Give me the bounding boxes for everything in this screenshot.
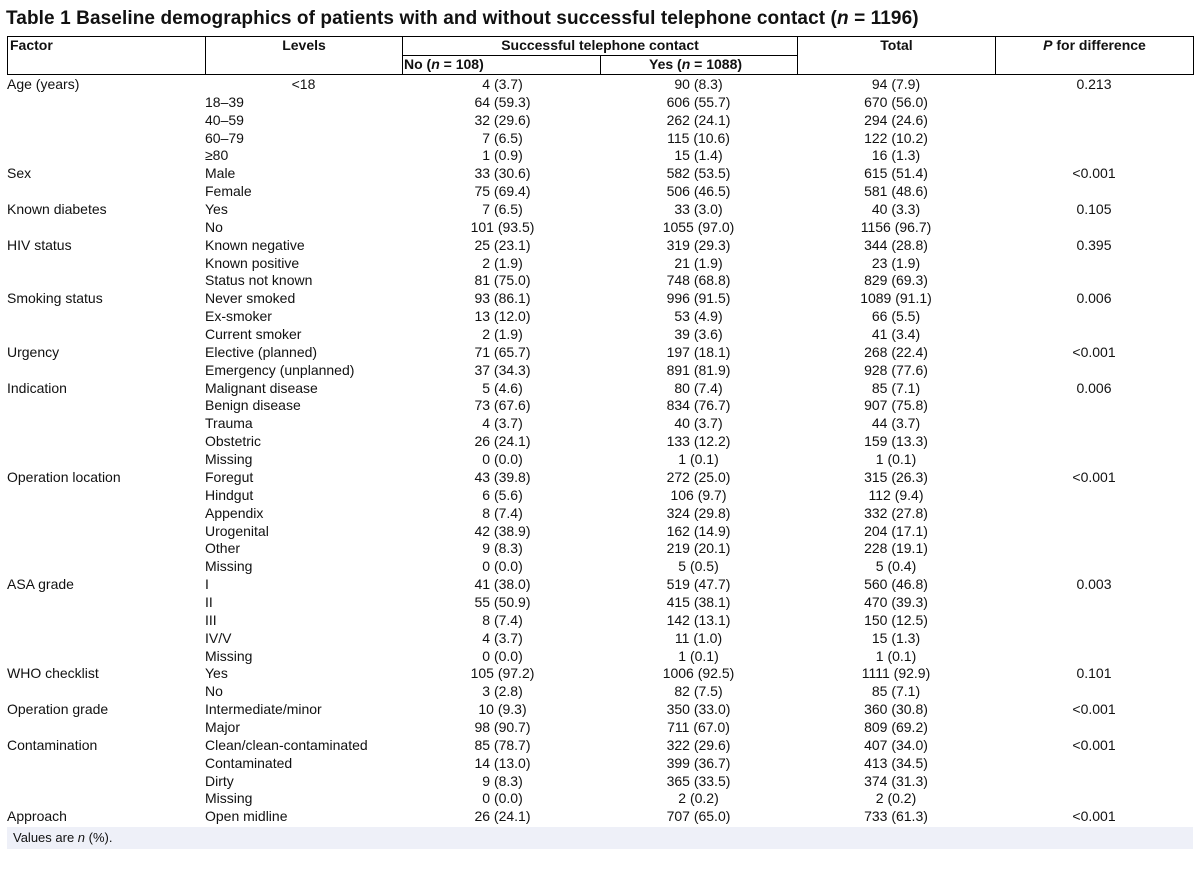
- row-level: Hindgut: [205, 487, 254, 503]
- row-yes: 2 (0.2): [678, 790, 719, 806]
- row-no: 0 (0.0): [482, 790, 523, 806]
- row-factor: HIV status: [7, 237, 72, 253]
- row-no: 7 (6.5): [482, 130, 523, 146]
- row-no: 37 (34.3): [474, 362, 531, 378]
- header-levels: [205, 36, 403, 75]
- row-no: 9 (8.3): [482, 540, 523, 556]
- row-total: 344 (28.8): [864, 237, 928, 253]
- row-no: 4 (3.7): [482, 415, 523, 431]
- row-yes: 399 (36.7): [666, 755, 731, 771]
- row-no: 43 (39.8): [474, 469, 531, 485]
- row-factor: Contamination: [7, 737, 98, 753]
- row-yes: 162 (14.9): [666, 523, 731, 539]
- row-no: 14 (13.0): [474, 755, 531, 771]
- row-no: 101 (93.5): [470, 219, 535, 235]
- row-total: 413 (34.5): [864, 755, 928, 771]
- row-total: 470 (39.3): [864, 594, 928, 610]
- row-total: 1 (0.1): [875, 648, 917, 664]
- row-factor: Approach: [7, 808, 67, 824]
- row-total: 112 (9.4): [868, 487, 924, 503]
- row-total: 407 (34.0): [864, 737, 928, 753]
- row-total: 907 (75.8): [864, 397, 928, 413]
- row-no: 4 (3.7): [482, 630, 523, 646]
- row-level: Male: [205, 165, 236, 181]
- row-yes: 39 (3.6): [674, 326, 723, 342]
- row-level: 40–59: [205, 112, 244, 128]
- row-level: Yes: [205, 201, 228, 217]
- header-levels-label: Levels: [282, 37, 326, 53]
- header-no: [402, 55, 601, 75]
- row-no: 64 (59.3): [474, 94, 531, 110]
- row-level: Obstetric: [205, 433, 262, 449]
- row-p: 0.213: [1076, 76, 1112, 92]
- row-level: Appendix: [205, 505, 264, 521]
- row-total: 204 (17.1): [864, 523, 928, 539]
- row-total: 733 (61.3): [864, 808, 928, 824]
- header-yes-suffix: = 1088): [690, 56, 743, 72]
- row-level: Yes: [205, 665, 228, 681]
- row-yes: 272 (25.0): [666, 469, 731, 485]
- row-yes: 1006 (92.5): [662, 665, 735, 681]
- row-yes: 319 (29.3): [666, 237, 731, 253]
- row-total: 581 (48.6): [864, 183, 928, 199]
- row-no: 71 (65.7): [474, 344, 531, 360]
- header-yes-n: n: [681, 56, 691, 72]
- row-total: 829 (69.3): [864, 272, 928, 288]
- row-total: 1156 (96.7): [860, 219, 932, 235]
- header-p: [995, 36, 1194, 75]
- row-p: <0.001: [1072, 701, 1116, 717]
- footnote-suffix: (%).: [85, 830, 113, 845]
- row-level: Current smoker: [205, 326, 302, 342]
- row-no: 25 (23.1): [474, 237, 531, 253]
- row-total: 294 (24.6): [864, 112, 928, 128]
- row-no: 0 (0.0): [482, 558, 523, 574]
- row-yes: 142 (13.1): [666, 612, 731, 628]
- row-yes: 365 (33.5): [666, 773, 731, 789]
- row-no: 98 (90.7): [474, 719, 531, 735]
- row-p: 0.006: [1076, 380, 1112, 396]
- footnote-n: n: [77, 830, 86, 845]
- row-total: 150 (12.5): [864, 612, 928, 628]
- row-yes: 506 (46.5): [666, 183, 731, 199]
- row-yes: 106 (9.7): [670, 487, 727, 503]
- row-total: 1 (0.1): [875, 451, 917, 467]
- row-yes: 996 (91.5): [666, 290, 731, 306]
- row-yes: 53 (4.9): [674, 308, 723, 324]
- row-factor: Age (years): [7, 76, 80, 92]
- row-level: Contaminated: [205, 755, 293, 771]
- row-factor: Operation grade: [7, 701, 109, 717]
- table-footnote: [7, 827, 1193, 849]
- row-p: <0.001: [1072, 737, 1116, 753]
- row-level: No: [205, 219, 223, 235]
- row-yes: 80 (7.4): [674, 380, 723, 396]
- row-factor: Indication: [7, 380, 67, 396]
- header-p-italic: P: [1043, 37, 1053, 53]
- row-total: 360 (30.8): [864, 701, 928, 717]
- row-level: I: [205, 576, 209, 592]
- row-total: 670 (56.0): [864, 94, 928, 110]
- row-yes: 219 (20.1): [666, 540, 731, 556]
- row-total: 228 (19.1): [864, 540, 928, 556]
- row-level: <18: [291, 76, 316, 92]
- row-total: 268 (22.4): [864, 344, 928, 360]
- row-no: 9 (8.3): [482, 773, 523, 789]
- row-yes: 5 (0.5): [678, 558, 719, 574]
- row-factor: ASA grade: [7, 576, 74, 592]
- row-factor: Operation location: [7, 469, 121, 485]
- row-level: Trauma: [205, 415, 253, 431]
- row-level: Status not known: [205, 272, 313, 288]
- header-yes: [600, 55, 798, 75]
- row-no: 33 (30.6): [474, 165, 531, 181]
- row-level: Open midline: [205, 808, 288, 824]
- row-level: ≥80: [205, 147, 229, 163]
- row-level: Emergency (unplanned): [205, 362, 355, 378]
- row-total: 560 (46.8): [864, 576, 928, 592]
- row-level: Foregut: [205, 469, 254, 485]
- row-no: 93 (86.1): [474, 290, 531, 306]
- row-yes: 834 (76.7): [666, 397, 731, 413]
- row-yes: 415 (38.1): [666, 594, 731, 610]
- row-total: 809 (69.2): [864, 719, 928, 735]
- row-level: II: [205, 594, 213, 610]
- row-no: 13 (12.0): [474, 308, 531, 324]
- row-yes: 711 (67.0): [667, 719, 730, 735]
- row-level: No: [205, 683, 223, 699]
- row-no: 41 (38.0): [474, 576, 531, 592]
- row-no: 81 (75.0): [474, 272, 531, 288]
- row-level: Intermediate/minor: [205, 701, 322, 717]
- header-no-n: n: [431, 56, 440, 72]
- row-level: Female: [205, 183, 252, 199]
- row-yes: 707 (65.0): [666, 808, 731, 824]
- row-level: Missing: [205, 790, 253, 806]
- header-no-label: No (: [404, 56, 432, 72]
- row-level: Malignant disease: [205, 380, 318, 396]
- row-no: 105 (97.2): [470, 665, 535, 681]
- row-no: 85 (78.7): [474, 737, 531, 753]
- row-p: <0.001: [1072, 344, 1116, 360]
- row-no: 32 (29.6): [474, 112, 531, 128]
- row-p: 0.006: [1076, 290, 1112, 306]
- row-factor: Smoking status: [7, 290, 103, 306]
- row-p: <0.001: [1072, 469, 1116, 485]
- row-total: 1089 (91.1): [860, 290, 932, 306]
- row-yes: 11 (1.0): [674, 630, 723, 646]
- row-level: 60–79: [205, 130, 244, 146]
- header-factor: [7, 36, 206, 75]
- row-yes: 1055 (97.0): [662, 219, 735, 235]
- row-level: Never smoked: [205, 290, 296, 306]
- row-total: 40 (3.3): [871, 201, 921, 217]
- row-level: Known negative: [205, 237, 305, 253]
- header-group-label: Successful telephone contact: [501, 37, 699, 53]
- row-level: Missing: [205, 451, 253, 467]
- row-yes: 519 (47.7): [666, 576, 731, 592]
- header-factor-label: Factor: [10, 37, 53, 53]
- row-level: Known positive: [205, 255, 300, 271]
- row-yes: 15 (1.4): [674, 147, 723, 163]
- row-no: 55 (50.9): [474, 594, 531, 610]
- header-yes-label: Yes (: [649, 56, 682, 72]
- table-title: [6, 8, 919, 30]
- row-factor: Known diabetes: [7, 201, 107, 217]
- row-yes: 262 (24.1): [666, 112, 731, 128]
- row-yes: 82 (7.5): [674, 683, 723, 699]
- row-total: 332 (27.8): [864, 505, 928, 521]
- row-yes: 33 (3.0): [674, 201, 723, 217]
- row-total: 85 (7.1): [871, 380, 921, 396]
- row-no: 75 (69.4): [474, 183, 531, 199]
- row-no: 0 (0.0): [482, 648, 523, 664]
- row-total: 15 (1.3): [871, 630, 921, 646]
- row-no: 1 (0.9): [482, 147, 523, 163]
- row-level: Ex-smoker: [205, 308, 272, 324]
- header-total: [797, 36, 996, 75]
- footnote-text: Values are: [13, 830, 78, 845]
- row-total: 44 (3.7): [871, 415, 921, 431]
- row-level: Urogenital: [205, 523, 269, 539]
- row-yes: 21 (1.9): [674, 255, 723, 271]
- row-level: IV/V: [205, 630, 232, 646]
- row-total: 1111 (92.9): [861, 665, 931, 681]
- row-p: 0.105: [1076, 201, 1112, 217]
- row-total: 85 (7.1): [871, 683, 921, 699]
- row-factor: Urgency: [7, 344, 60, 360]
- table-title-n: n: [836, 8, 849, 29]
- table-title-suffix: = 1196): [848, 8, 919, 29]
- row-yes: 350 (33.0): [666, 701, 731, 717]
- row-total: 16 (1.3): [871, 147, 921, 163]
- row-total: 615 (51.4): [864, 165, 928, 181]
- row-no: 2 (1.9): [482, 255, 523, 271]
- row-yes: 324 (29.8): [666, 505, 731, 521]
- row-factor: WHO checklist: [7, 665, 99, 681]
- row-total: 159 (13.3): [864, 433, 928, 449]
- table-title-text: Table 1 Baseline demographics of patients with and without successful telephone contact (: [6, 8, 837, 29]
- row-total: 5 (0.4): [875, 558, 917, 574]
- row-total: 374 (31.3): [864, 773, 928, 789]
- row-no: 73 (67.6): [474, 397, 531, 413]
- row-yes: 891 (81.9): [666, 362, 731, 378]
- header-p-label: for difference: [1052, 37, 1146, 53]
- row-no: 8 (7.4): [482, 505, 523, 521]
- row-factor: Sex: [7, 165, 32, 181]
- row-total: 41 (3.4): [871, 326, 921, 342]
- row-yes: 197 (18.1): [666, 344, 731, 360]
- row-total: 2 (0.2): [875, 790, 917, 806]
- row-level: Missing: [205, 558, 253, 574]
- row-p: <0.001: [1072, 808, 1116, 824]
- row-level: Dirty: [205, 773, 234, 789]
- row-total: 315 (26.3): [864, 469, 928, 485]
- row-level: III: [205, 612, 217, 628]
- row-level: Other: [205, 540, 241, 556]
- row-total: 928 (77.6): [864, 362, 928, 378]
- row-no: 7 (6.5): [482, 201, 523, 217]
- row-level: Missing: [205, 648, 253, 664]
- row-yes: 606 (55.7): [666, 94, 731, 110]
- row-yes: 90 (8.3): [674, 76, 723, 92]
- row-no: 26 (24.1): [474, 808, 531, 824]
- row-no: 0 (0.0): [482, 451, 523, 467]
- row-level: Benign disease: [205, 397, 301, 413]
- header-total-label: Total: [880, 37, 913, 53]
- row-total: 66 (5.5): [871, 308, 921, 324]
- row-level: Clean/clean-contaminated: [205, 737, 368, 753]
- row-no: 10 (9.3): [478, 701, 527, 717]
- row-p: <0.001: [1072, 165, 1116, 181]
- row-p: 0.003: [1076, 576, 1112, 592]
- header-group: [402, 36, 798, 56]
- row-no: 26 (24.1): [474, 433, 531, 449]
- row-yes: 322 (29.6): [666, 737, 731, 753]
- row-no: 5 (4.6): [482, 380, 523, 396]
- row-no: 42 (38.9): [474, 523, 531, 539]
- row-yes: 582 (53.5): [666, 165, 731, 181]
- row-yes: 40 (3.7): [674, 415, 723, 431]
- row-no: 3 (2.8): [482, 683, 523, 699]
- row-p: 0.395: [1076, 237, 1112, 253]
- row-total: 94 (7.9): [871, 76, 921, 92]
- row-yes: 133 (12.2): [666, 433, 731, 449]
- row-level: Major: [205, 719, 241, 735]
- row-total: 23 (1.9): [871, 255, 921, 271]
- header-no-suffix: = 108): [439, 56, 484, 72]
- row-no: 8 (7.4): [482, 612, 523, 628]
- row-yes: 115 (10.6): [667, 130, 730, 146]
- row-yes: 748 (68.8): [666, 272, 731, 288]
- row-yes: 1 (0.1): [678, 648, 719, 664]
- row-no: 6 (5.6): [482, 487, 523, 503]
- row-level: 18–39: [205, 94, 244, 110]
- row-no: 4 (3.7): [482, 76, 523, 92]
- row-p: 0.101: [1076, 665, 1112, 681]
- row-yes: 1 (0.1): [678, 451, 719, 467]
- row-level: Elective (planned): [205, 344, 318, 360]
- row-no: 2 (1.9): [482, 326, 523, 342]
- row-total: 122 (10.2): [864, 130, 928, 146]
